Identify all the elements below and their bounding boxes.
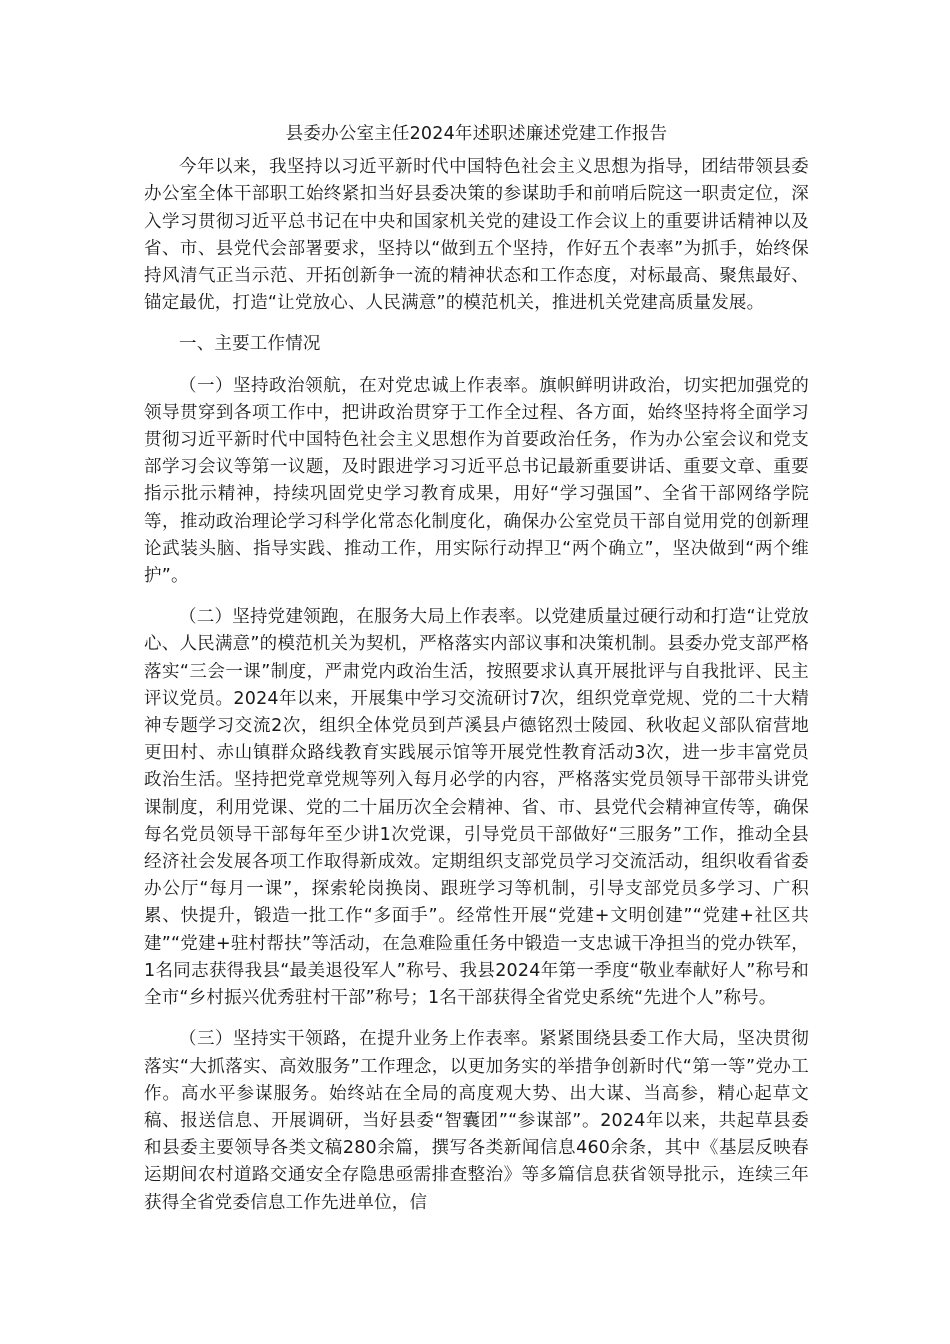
intro-paragraph: 今年以来，我坚持以习近平新时代中国特色社会主义思想为指导，团结带领县委办公室全体干部职工始终紧扣当好县委决策的参谋助手和前哨后院这一职责定位，深入学习贯彻习近平总书记在中央和国家机关党的建设工作会议上的重要讲话精神以及省、市、县党代会部署要求，坚持以“做到五个坚持，作好五个表率”为抓手，始终保持风清气正当示范、开拓创新争一流的精神状态和工作态度，对标最高、聚焦最好、锚定最优，打造“让党放心、人民满意”的模范机关，推进机关党建高质量发展。 <box>144 157 809 314</box>
document-body <box>144 121 809 1217</box>
document-title: 县委办公室主任2024年述职述廉述党建工作报告 <box>285 124 668 144</box>
paragraph-2: （二）坚持党建领跑，在服务大局上作表率。以党建质量过硬行动和打造“让党放心、人民满意”的模范机关为契机，严格落实内部议事和决策机制。县委办党支部严格落实“三会一课”制度，严肃党内政治生活，按照要求认真开展批评与自我批评、民主评议党员。2024年以来，开展集中学习交流研讨7次，组织党章党规、党的二十大精神专题学习交流2次，组织全体党员到芦溪县卢德铭烈士陵园、秋收起义部队宿营地更田村、赤山镇群众路线教育实践展示馆等开展党性教育活动3次，进一步丰富党员政治生活。坚持把党章党规等列入每月必学的内容，严格落实党员领导干部带头讲党课制度，利用党课、党的二十届历次全会精神、省、市、县党代会精神宣传等，确保每名党员领导干部每年至少讲1次党课，引导党员干部做好“三服务”工作，推动全县经济社会发展各项工作取得新成效。定期组织支部党员学习交流活动，组织收看省委办公厅“每月一课”，探索轮岗换岗、跟班学习等机制，引导支部党员多学习、广积累、快提升，锻造一批工作“多面手”。经常性开展“党建+文明创建”“党建+社区共建”“党建+驻村帮扶”等活动，在急难险重任务中锻造一支忠诚干净担当的党办铁军，1名同志获得我县“最美退役军人”称号、我县2024年第一季度“敬业奉献好人”称号和全市“乡村振兴优秀驻村干部”称号；1名干部获得全省党史系统“先进个人”称号。 <box>144 607 809 1009</box>
section-heading: 一、主要工作情况 <box>179 334 321 355</box>
paragraph-1: （一）坚持政治领航，在对党忠诚上作表率。旗帜鲜明讲政治，切实把加强党的领导贯穿到各项工作中，把讲政治贯穿于工作全过程、各方面，始终坚持将全面学习贯彻习近平新时代中国特色社会主义思想作为首要政治任务，作为办公室会议和党支部学习会议等第一议题，及时跟进学习习近平总书记最新重要讲话、重要文章、重要指示批示精神，持续巩固党史学习教育成果，用好“学习强国”、全省干部网络学院等，推动政治理论学习科学化常态化制度化，确保办公室党员干部自觉用党的创新理论武装头脑、指导实践、推动工作，用实际行动捍卫“两个确立”，坚决做到“两个维护”。 <box>144 375 809 587</box>
paragraph-3: （三）坚持实干领路，在提升业务上作表率。紧紧围绕县委工作大局，坚决贯彻落实“大抓落实、高效服务”工作理念，以更加务实的举措争创新时代“第一等”党办工作。高水平参谋服务。始终站在全局的高度观大势、出大谋、当高参，精心起草文稿、报送信息、开展调研，当好县委“智囊团”“参谋部”。2024年以来，共起草县委和县委主要领导各类文稿280余篇，撰写各类新闻信息460余条，其中《基层反映春运期间农村道路交通安全存隐患亟需排查整治》等多篇信息获省领导批示，连续三年获得全省党委信息工作先进单位，信 <box>144 1029 809 1213</box>
